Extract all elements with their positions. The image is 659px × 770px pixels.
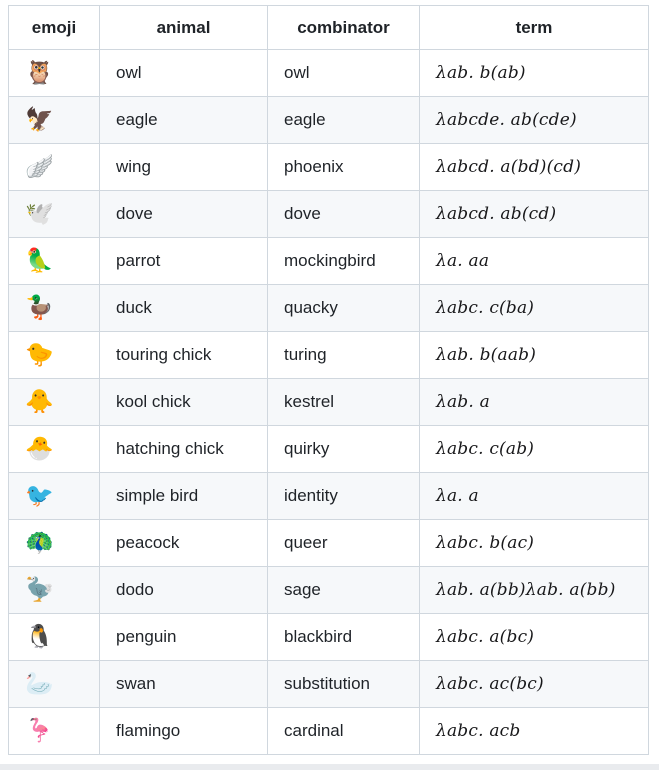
combinator-cell: eagle bbox=[268, 97, 420, 144]
animal-cell: hatching chick bbox=[100, 426, 268, 473]
animal-cell: flamingo bbox=[100, 708, 268, 755]
animal-cell: touring chick bbox=[100, 332, 268, 379]
owl-emoji-icon: 🦉 bbox=[25, 59, 54, 86]
animal-cell: penguin bbox=[100, 614, 268, 661]
emoji-cell bbox=[9, 661, 100, 708]
combinator-cell: substitution bbox=[268, 661, 420, 708]
bird-combinator-table bbox=[8, 5, 649, 755]
peacock-emoji-icon: 🦚 bbox=[25, 529, 54, 556]
front-facing-baby-chick-emoji-icon: 🐥 bbox=[25, 388, 54, 415]
animal-cell: owl bbox=[100, 50, 268, 97]
table-row bbox=[9, 614, 649, 661]
animal-cell: parrot bbox=[100, 238, 268, 285]
dodo-emoji-icon: 🦤 bbox=[25, 576, 54, 603]
combinator-cell: dove bbox=[268, 191, 420, 238]
table-row bbox=[9, 191, 649, 238]
emoji-cell bbox=[9, 708, 100, 755]
combinator-cell: kestrel bbox=[268, 379, 420, 426]
emoji-cell bbox=[9, 191, 100, 238]
animal-cell: eagle bbox=[100, 97, 268, 144]
dove-emoji-icon: 🕊️ bbox=[25, 200, 54, 227]
term-cell: λab. a bbox=[420, 379, 649, 426]
penguin-emoji-icon: 🐧 bbox=[25, 623, 54, 650]
hatching-chick-emoji-icon: 🐣 bbox=[25, 435, 54, 462]
term-cell: λabc. acb bbox=[420, 708, 649, 755]
animal-cell: peacock bbox=[100, 520, 268, 567]
table-row bbox=[9, 285, 649, 332]
emoji-cell bbox=[9, 473, 100, 520]
term-cell: λabc. c(ab) bbox=[420, 426, 649, 473]
header-emoji: emoji bbox=[9, 6, 100, 50]
combinator-cell: queer bbox=[268, 520, 420, 567]
combinator-cell: turing bbox=[268, 332, 420, 379]
table-row bbox=[9, 144, 649, 191]
combinator-cell: quacky bbox=[268, 285, 420, 332]
term-cell: λabc. c(ba) bbox=[420, 285, 649, 332]
term-cell: λabc. a(bc) bbox=[420, 614, 649, 661]
animal-cell: dodo bbox=[100, 567, 268, 614]
emoji-cell bbox=[9, 50, 100, 97]
animal-cell: wing bbox=[100, 144, 268, 191]
term-cell: λa. aa bbox=[420, 238, 649, 285]
term-cell: λab. a(bb)λab. a(bb) bbox=[420, 567, 649, 614]
combinator-cell: sage bbox=[268, 567, 420, 614]
term-cell: λabc. ac(bc) bbox=[420, 661, 649, 708]
table-row bbox=[9, 473, 649, 520]
table-row bbox=[9, 50, 649, 97]
flamingo-emoji-icon: 🦩 bbox=[25, 717, 54, 744]
table-row bbox=[9, 520, 649, 567]
combinator-cell: owl bbox=[268, 50, 420, 97]
emoji-cell bbox=[9, 614, 100, 661]
combinator-cell: identity bbox=[268, 473, 420, 520]
term-cell: λabcd. ab(cd) bbox=[420, 191, 649, 238]
wing-emoji-icon: 🪽 bbox=[25, 153, 54, 180]
term-cell: λabcde. ab(cde) bbox=[420, 97, 649, 144]
table-row bbox=[9, 661, 649, 708]
emoji-cell bbox=[9, 520, 100, 567]
table-row bbox=[9, 567, 649, 614]
table-row bbox=[9, 332, 649, 379]
animal-cell: duck bbox=[100, 285, 268, 332]
combinator-cell: quirky bbox=[268, 426, 420, 473]
emoji-cell bbox=[9, 332, 100, 379]
bottom-edge bbox=[0, 764, 659, 770]
animal-cell: kool chick bbox=[100, 379, 268, 426]
emoji-cell bbox=[9, 567, 100, 614]
table-row bbox=[9, 426, 649, 473]
combinator-cell: phoenix bbox=[268, 144, 420, 191]
eagle-emoji-icon: 🦅 bbox=[25, 106, 54, 133]
emoji-cell bbox=[9, 144, 100, 191]
animal-cell: simple bird bbox=[100, 473, 268, 520]
combinator-cell: blackbird bbox=[268, 614, 420, 661]
header-term: term bbox=[420, 6, 649, 50]
header-combinator: combinator bbox=[268, 6, 420, 50]
emoji-cell bbox=[9, 285, 100, 332]
duck-emoji-icon: 🦆 bbox=[25, 294, 54, 321]
table-row bbox=[9, 238, 649, 285]
baby-chick-emoji-icon: 🐤 bbox=[25, 341, 54, 368]
term-cell: λabc. b(ac) bbox=[420, 520, 649, 567]
animal-cell: swan bbox=[100, 661, 268, 708]
combinator-cell: mockingbird bbox=[268, 238, 420, 285]
emoji-cell bbox=[9, 238, 100, 285]
term-cell: λab. b(ab) bbox=[420, 50, 649, 97]
bird-emoji-icon: 🐦 bbox=[25, 482, 54, 509]
term-cell: λab. b(aab) bbox=[420, 332, 649, 379]
swan-emoji-icon: 🦢 bbox=[25, 670, 54, 697]
header-animal: animal bbox=[100, 6, 268, 50]
table-row bbox=[9, 379, 649, 426]
term-cell: λa. a bbox=[420, 473, 649, 520]
emoji-cell bbox=[9, 379, 100, 426]
table-row bbox=[9, 708, 649, 755]
table-row bbox=[9, 97, 649, 144]
parrot-emoji-icon: 🦜 bbox=[25, 247, 54, 274]
header-row bbox=[9, 6, 649, 50]
animal-cell: dove bbox=[100, 191, 268, 238]
term-cell: λabcd. a(bd)(cd) bbox=[420, 144, 649, 191]
emoji-cell bbox=[9, 97, 100, 144]
combinator-cell: cardinal bbox=[268, 708, 420, 755]
emoji-cell bbox=[9, 426, 100, 473]
